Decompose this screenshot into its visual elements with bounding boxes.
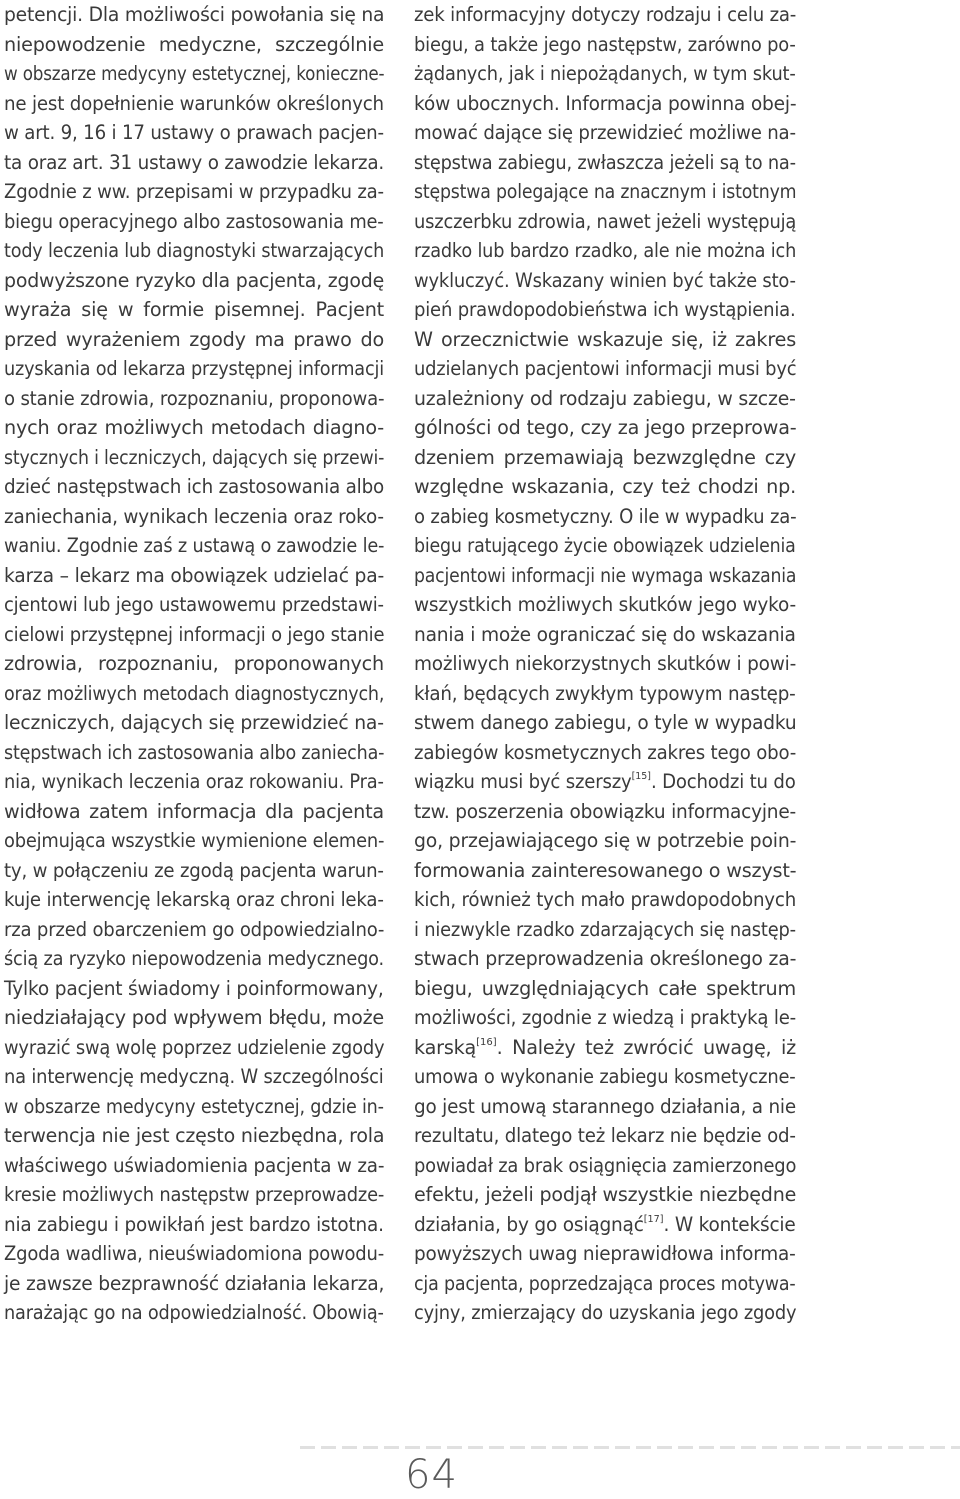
text-line: kuje interwencję lekarską oraz chroni leka- <box>4 888 384 911</box>
text-line: dzieć następstwach ich zastosowania albo <box>4 475 385 498</box>
text-line: karza – lekarz ma obowiązek udzielać pa- <box>4 563 385 587</box>
text-line: wyrazić swą wolę poprzez udzielenie zgody <box>4 1035 385 1059</box>
text-line: powyższych uwag nieprawidłowa informa- <box>414 1242 796 1265</box>
text-line: nia, wynikach leczenia oraz rokowaniu. Pra- <box>4 770 384 793</box>
text-column-right <box>414 0 796 1328</box>
text-line: ścią za ryzyko niepowodzenia medycznego. <box>4 947 384 970</box>
text-segment: . W kontekście <box>663 1212 796 1236</box>
text-line: biegu operacyjnego albo zastosowania me- <box>4 209 384 233</box>
text-line: terwencja nie jest często niezbędna, rola <box>4 1124 385 1147</box>
text-line: ta oraz art. 31 ustawy o zawodzie lekarza. <box>4 150 385 174</box>
text-line: kich, również tych mało prawdopodobnych <box>414 888 797 911</box>
text-line: biegu, uwzględniających całe spektrum <box>414 976 796 1000</box>
text-line: cielowi przystępnej informacji o jego stanie <box>4 622 385 646</box>
text-line: uzyskania od lekarza przystępnej informacji <box>4 357 384 380</box>
text-line: w obszarze medycyny estetycznej, gdzie in- <box>4 1094 384 1118</box>
text-line: Zgodnie z ww. przepisami w przypadku za- <box>4 180 384 203</box>
text-line: leczniczych, dających się przewidzieć na- <box>4 711 384 734</box>
text-segment: wiązku musi być szerszy <box>414 770 632 793</box>
text-line: zabiegów kosmetycznych zakres tego obo- <box>414 740 797 764</box>
text-line: uzależniony od rodzaju zabiegu, w szcze- <box>414 386 796 410</box>
text-line: stępstwach ich zastosowania albo zaniecha- <box>4 740 385 764</box>
text-line: na interwencję medyczną. W szczególności <box>4 1065 384 1088</box>
text-segment: działania, by go osiągnąć <box>414 1212 644 1236</box>
text-line: nia zabiegu i powikłań jest bardzo istotna. <box>4 1212 384 1236</box>
text-line: dzeniem przemawiają bezwzględne czy <box>414 445 796 469</box>
text-line: waniu. Zgodnie zaś z ustawą o zawodzie le- <box>4 534 385 557</box>
text-line: ne jest dopełnienie warunków określonych <box>4 91 384 115</box>
text-line: petencji. Dla możliwości powołania się na <box>4 3 385 26</box>
text-line: gólności od tego, czy za jego przeprowa- <box>414 416 797 439</box>
text-line: o zabieg kosmetyczny. O ile w wypadku za- <box>414 504 797 528</box>
text-line: obejmująca wszystkie wymienione elemen- <box>4 829 385 852</box>
footer-dashed-rule <box>300 1446 960 1449</box>
text-line: widłowa zatem informacja dla pacjenta <box>4 799 384 823</box>
text-line: właściwego uświadomienia pacjenta w za- <box>4 1153 385 1177</box>
text-line: oraz możliwych metodach diagnostycznych, <box>4 681 385 705</box>
text-line: biegu, a także jego następstw, zarówno po- <box>414 32 796 56</box>
text-line: możliwości, zgodnie z wiedzą i praktyką le- <box>414 1006 797 1029</box>
text-line: w obszarze medycyny estetycznej, konieczne- <box>4 62 385 85</box>
text-line: kłań, będących zwykłym typowym następ- <box>414 681 796 705</box>
text-line: pień prawdopodobieństwa ich wystąpienia. <box>414 298 796 321</box>
text-line: stępstwa polegające na znacznym i istotnym <box>414 180 797 203</box>
text-line: możliwych niekorzystnych skutków i powi- <box>414 652 797 675</box>
text-line: Tylko pacjent świadomy i poinformowany, <box>4 976 384 1000</box>
text-line: zek informacyjny dotyczy rodzaju i celu za- <box>414 3 797 26</box>
text-line: nych oraz możliwych metodach diagno- <box>4 416 384 439</box>
text-line: niedziałający pod wpływem błędu, może <box>4 1006 385 1029</box>
text-line: cja pacjenta, poprzedzająca proces motywa- <box>414 1271 796 1295</box>
text-line: rzadko lub bardzo rzadko, ale nie można ich <box>414 239 797 262</box>
text-line: tzw. poszerzenia obowiązku informacyjne- <box>414 799 797 823</box>
text-line: stwem danego zabiegu, o tyle w wypadku <box>414 711 797 734</box>
text-line: ty, w połączeniu ze zgodą pacjenta warun- <box>4 858 384 882</box>
text-line: umowa o wykonanie zabiegu kosmetyczne- <box>414 1065 796 1088</box>
text-line: stępstwa zabiegu, zwłaszcza jeżeli są to na- <box>414 150 796 174</box>
text-segment: . Dochodzi tu do <box>650 770 796 793</box>
text-line: kresie możliwych następstw przeprowadze- <box>4 1183 385 1206</box>
text-line: zaniechania, wynikach leczenia oraz roko- <box>4 504 384 528</box>
page-number: 64 <box>405 1452 458 1498</box>
text-line: zdrowia, rozpoznaniu, proponowanych <box>4 652 384 675</box>
text-line: niepowodzenie medyczne, szczególnie <box>4 32 384 56</box>
footnote-reference: [16] <box>476 1036 497 1048</box>
text-line: uszczerbku zdrowia, nawet jeżeli występują <box>414 209 797 233</box>
text-line <box>414 1210 796 1240</box>
footnote-reference: [15] <box>631 771 651 782</box>
text-line: stycznych i leczniczych, dających się przewi- <box>4 445 385 469</box>
text-line <box>414 767 796 797</box>
text-line: udzielanych pacjentowi informacji musi być <box>414 357 797 380</box>
text-line: względne wskazania, czy też chodzi np. <box>414 475 796 498</box>
text-segment: . Należy też zwrócić uwagę, iż <box>496 1035 796 1059</box>
text-line: o stanie zdrowia, rozpoznaniu, proponowa- <box>4 386 385 410</box>
text-line: wyraża się w formie pisemnej. Pacjent <box>4 298 384 321</box>
text-line: przed wyrażeniem zgody ma prawo do <box>4 327 384 351</box>
text-line: tody leczenia lub diagnostyki stwarzających <box>4 239 385 262</box>
text-line: żądanych, jak i niepożądanych, w tym skut- <box>414 62 796 85</box>
footnote-reference: [17] <box>643 1213 664 1225</box>
text-line: nania i może ograniczać się do wskazania <box>414 622 796 646</box>
text-line: narażając go na odpowiedzialność. Obowią- <box>4 1301 384 1324</box>
text-line: powiadał za brak osiągnięcia zamierzonego <box>414 1153 797 1177</box>
text-line: i niezwykle rzadko zdarzających się następ- <box>414 917 796 941</box>
text-line: mować dające się przewidzieć możliwe na- <box>414 121 796 144</box>
text-line: go, przejawiającego się w potrzebie poin- <box>414 829 797 852</box>
text-line <box>414 1033 796 1063</box>
text-line: rza przed obarczeniem go odpowiedzialno- <box>4 917 385 941</box>
text-line: Zgoda wadliwa, nieuświadomiona powodu- <box>4 1242 385 1265</box>
text-line: w art. 9, 16 i 17 ustawy o prawach pacjen- <box>4 121 384 144</box>
text-line: wykluczyć. Wskazany winien być także sto- <box>414 268 796 292</box>
text-line: formowania zainteresowanego o wszyst- <box>414 858 797 882</box>
text-line: go jest umową starannego działania, a nie <box>414 1094 796 1118</box>
text-line: cyjny, zmierzający do uzyskania jego zgody <box>414 1301 797 1324</box>
text-column-left <box>4 0 384 1328</box>
text-line: wszystkich możliwych skutków jego wyko- <box>414 593 796 616</box>
text-line: podwyższone ryzyko dla pacjenta, zgodę <box>4 268 385 292</box>
text-line: ków ubocznych. Informacja powinna obej- <box>414 91 797 115</box>
text-line: rezultatu, dlatego też lekarz nie będzie od- <box>414 1124 796 1147</box>
text-line: biegu ratującego życie obowiązek udzielenia <box>414 534 796 557</box>
text-line: pacjentowi informacji nie wymaga wskazania <box>414 563 797 587</box>
text-line: efektu, jeżeli podjął wszystkie niezbędne <box>414 1183 797 1206</box>
text-line: W orzecznictwie wskazuje się, iż zakres <box>414 327 796 351</box>
text-line: je zawsze bezprawność działania lekarza, <box>4 1271 385 1295</box>
text-segment: karską <box>414 1035 477 1059</box>
text-line: cjentowi lub jego ustawowemu przedstawi- <box>4 593 384 616</box>
text-line: stwach przeprowadzenia określonego za- <box>414 947 797 970</box>
